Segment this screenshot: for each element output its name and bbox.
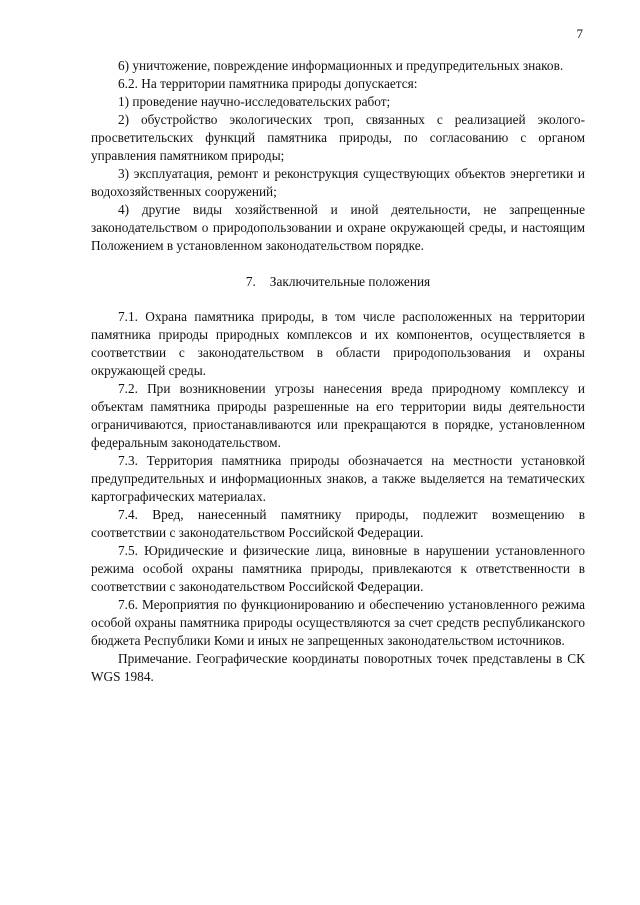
- clause-7-2: 7.2. При возникновении угрозы нанесения вреда природному комплексу и объектам памятника природы разрешенные на его территории виды деятельности ограничиваются, приостанавливаются или прекращаются в порядке, установленном федеральным законодательством.: [91, 381, 585, 450]
- list-item-6: 6) уничтожение, повреждение информационных и предупредительных знаков.: [118, 58, 564, 73]
- list-item-2: 2) обустройство экологических троп, связанных с реализацией эколого-просветительских функций памятника природы, по согласованию с органом управления памятником природы;: [91, 112, 585, 163]
- list-item-4: 4) другие виды хозяйственной и иной деятельности, не запрещенные законодательством о природопользовании и охране окружающей среды, и настоящим Положением в установленном законодательством порядке.: [91, 202, 585, 253]
- note-paragraph: Примечание. Географические координаты поворотных точек представлены в СК WGS 1984.: [91, 651, 585, 684]
- clause-7-5: 7.5. Юридические и физические лица, виновные в нарушении установленного режима особой охраны памятника природы, привлекаются к ответственности в соответствии с законодательством Российской Федерации.: [91, 543, 585, 594]
- list-item-3: 3) эксплуатация, ремонт и реконструкция существующих объектов энергетики и водохозяйственных сооружений;: [91, 166, 585, 199]
- document-body: [91, 57, 585, 686]
- section-number: 7.: [245, 274, 256, 289]
- clause-6-2: 6.2. На территории памятника природы допускается:: [118, 76, 418, 91]
- page-number: 7: [576, 26, 583, 41]
- section-title: Заключительные положения: [269, 274, 431, 289]
- clause-7-1: 7.1. Охрана памятника природы, в том числе расположенных на территории памятника природы природных комплексов и их компонентов, осуществляется в соответствии с законодательством в области природопользования и охраны окружающей среды.: [91, 309, 585, 378]
- clause-7-3: 7.3. Территория памятника природы обозначается на местности установкой предупредительных и информационных знаков, а также выделяется на тематических картографических материалах.: [91, 453, 585, 504]
- clause-7-4: 7.4. Вред, нанесенный памятнику природы, подлежит возмещению в соответствии с законодательством Российской Федерации.: [91, 507, 585, 540]
- section-heading: [91, 273, 585, 291]
- clause-7-6: 7.6. Мероприятия по функционированию и обеспечению установленного режима особой охраны памятника природы осуществляются за счет средств республиканского бюджета Республики Коми и иных не запрещенных законодательством источников.: [91, 597, 585, 648]
- list-item-1: 1) проведение научно-исследовательских работ;: [118, 94, 391, 109]
